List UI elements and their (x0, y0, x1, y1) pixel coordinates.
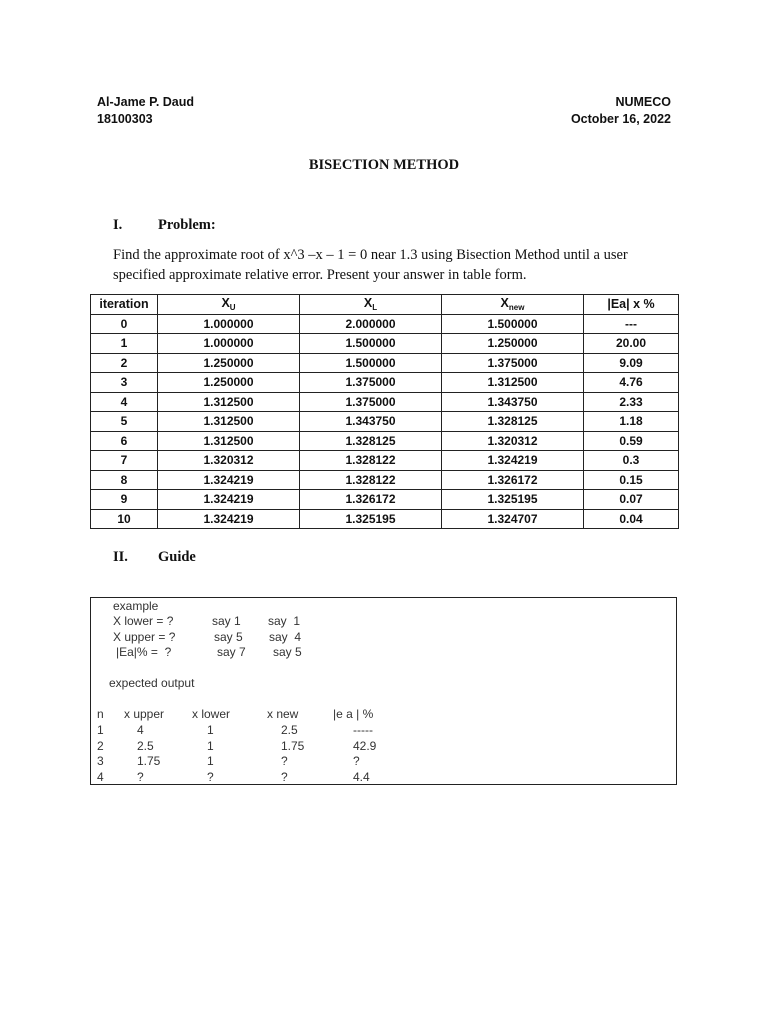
table-row (91, 392, 679, 412)
output-x-lower: ? (207, 769, 214, 784)
course-code: NUMECO (615, 95, 671, 109)
cell-error: 0.07 (584, 490, 679, 510)
header-x-lower-symbol: X (363, 296, 373, 311)
input-example-b: say 5 (273, 645, 302, 659)
cell-x-lower: 1.328125 (300, 431, 442, 451)
header-x-upper-subscript: U (229, 303, 236, 313)
cell-x-upper: 1.250000 (158, 373, 300, 393)
output-header-n: n (97, 707, 104, 721)
table-row (91, 373, 679, 393)
cell-error: --- (584, 314, 679, 334)
header-x-lower (300, 295, 442, 315)
table-row (91, 490, 679, 510)
output-header-x-lower: x lower (192, 707, 231, 721)
header-x-lower-subscript: L (372, 303, 378, 313)
cell-x-new: 1.343750 (442, 392, 584, 412)
output-x-upper: 4 (137, 723, 144, 737)
cell-x-upper: 1.324219 (158, 509, 300, 529)
output-x-upper: ? (137, 769, 144, 784)
cell-x-upper: 1.312500 (158, 412, 300, 432)
section-heading-problem (113, 217, 216, 234)
output-x-lower: 1 (207, 738, 214, 753)
header-x-upper (158, 295, 300, 315)
input-example-b: say 4 (269, 630, 302, 644)
input-label-x-upper: X upper = ? (113, 630, 176, 644)
table-row (91, 451, 679, 471)
table-row (91, 470, 679, 490)
input-example-a: say 7 (217, 645, 246, 659)
expected-output-label: expected output (109, 676, 195, 690)
cell-x-new: 1.325195 (442, 490, 584, 510)
output-header-error: |e a | % (333, 707, 374, 721)
header-x-new-symbol: X (500, 296, 509, 311)
cell-iteration: 2 (91, 353, 158, 373)
cell-x-lower: 1.375000 (300, 392, 442, 412)
cell-x-upper: 1.000000 (158, 334, 300, 354)
results-table (90, 294, 679, 529)
cell-x-lower: 2.000000 (300, 314, 442, 334)
cell-x-lower: 1.328122 (300, 451, 442, 471)
output-x-new: ? (281, 769, 288, 784)
cell-x-lower: 1.343750 (300, 412, 442, 432)
cell-x-new: 1.324707 (442, 509, 584, 529)
cell-error: 0.59 (584, 431, 679, 451)
cell-x-new: 1.500000 (442, 314, 584, 334)
author-name: Al-Jame P. Daud (97, 95, 195, 109)
cell-x-new: 1.326172 (442, 470, 584, 490)
cell-error: 0.04 (584, 509, 679, 529)
output-x-lower: 1 (207, 723, 214, 737)
course-block (571, 94, 671, 128)
guide-box (90, 597, 677, 785)
output-n: 4 (97, 769, 104, 784)
output-x-new: ? (281, 754, 288, 768)
output-error: ? (353, 754, 360, 768)
example-label: example (113, 599, 159, 613)
cell-iteration: 3 (91, 373, 158, 393)
input-label-error: |Ea|% = ? (116, 645, 172, 659)
table-row (91, 314, 679, 334)
cell-error: 1.18 (584, 412, 679, 432)
cell-iteration: 10 (91, 509, 158, 529)
cell-x-lower: 1.500000 (300, 353, 442, 373)
cell-iteration: 0 (91, 314, 158, 334)
output-n: 3 (97, 754, 104, 768)
cell-iteration: 8 (91, 470, 158, 490)
output-header-x-new: x new (267, 707, 299, 721)
cell-error: 2.33 (584, 392, 679, 412)
output-header-x-upper: x upper (124, 707, 165, 721)
document-title: BISECTION METHOD (308, 157, 460, 173)
table-row (91, 412, 679, 432)
section-label: Guide (158, 549, 196, 565)
document-date: October 16, 2022 (570, 112, 671, 126)
cell-x-new: 1.250000 (442, 334, 584, 354)
cell-error: 4.76 (584, 373, 679, 393)
header-x-upper-symbol: X (221, 296, 230, 311)
cell-iteration: 1 (91, 334, 158, 354)
output-n: 2 (97, 738, 104, 753)
cell-iteration: 4 (91, 392, 158, 412)
section-heading-guide (113, 549, 196, 566)
section-number: II. (113, 549, 128, 565)
student-id: 18100303 (97, 112, 153, 126)
input-label-x-lower: X lower = ? (113, 614, 174, 628)
cell-error: 20.00 (584, 334, 679, 354)
cell-x-lower: 1.375000 (300, 373, 442, 393)
cell-x-lower: 1.500000 (300, 334, 442, 354)
header-error: |Ea| x % (584, 295, 679, 315)
output-x-lower: 1 (207, 754, 214, 768)
input-example-a: say 5 (214, 630, 243, 644)
problem-statement: Find the approximate root of x^3 –x – 1 = 0 near 1.3 using Bisection Method until a user specified approximate relative error. Present your answer in table form. (113, 247, 628, 283)
table-row (91, 334, 679, 354)
output-x-new: 1.75 (281, 738, 305, 753)
header-iteration: iteration (91, 295, 158, 315)
cell-x-upper: 1.312500 (158, 431, 300, 451)
input-example-a: say 1 (212, 614, 241, 628)
table-header-row (91, 295, 679, 315)
cell-error: 0.15 (584, 470, 679, 490)
cell-error: 0.3 (584, 451, 679, 471)
cell-x-new: 1.324219 (442, 451, 584, 471)
output-error: 42.9 (353, 738, 377, 753)
cell-iteration: 5 (91, 412, 158, 432)
output-n: 1 (97, 723, 104, 737)
cell-x-upper: 1.000000 (158, 314, 300, 334)
input-example-b: say 1 (268, 614, 301, 628)
output-error: 4.4 (353, 769, 370, 784)
cell-x-upper: 1.250000 (158, 353, 300, 373)
cell-x-new: 1.320312 (442, 431, 584, 451)
table-row (91, 509, 679, 529)
cell-iteration: 6 (91, 431, 158, 451)
section-label: Problem: (158, 217, 216, 233)
output-x-upper: 2.5 (137, 738, 154, 753)
cell-iteration: 9 (91, 490, 158, 510)
cell-x-upper: 1.312500 (158, 392, 300, 412)
header-x-new-subscript: new (508, 303, 525, 313)
table-row (91, 431, 679, 451)
output-error: ----- (353, 723, 373, 737)
cell-x-new: 1.328125 (442, 412, 584, 432)
output-x-upper: 1.75 (137, 754, 161, 768)
output-x-new: 2.5 (281, 723, 298, 737)
cell-x-upper: 1.324219 (158, 470, 300, 490)
cell-x-upper: 1.320312 (158, 451, 300, 471)
cell-iteration: 7 (91, 451, 158, 471)
cell-x-lower: 1.325195 (300, 509, 442, 529)
table-row (91, 353, 679, 373)
cell-error: 9.09 (584, 353, 679, 373)
section-number: I. (113, 217, 123, 233)
header-x-new (442, 295, 584, 315)
table-body (91, 314, 679, 529)
cell-x-new: 1.375000 (442, 353, 584, 373)
cell-x-lower: 1.328122 (300, 470, 442, 490)
cell-x-new: 1.312500 (442, 373, 584, 393)
cell-x-lower: 1.326172 (300, 490, 442, 510)
cell-x-upper: 1.324219 (158, 490, 300, 510)
author-block (97, 94, 194, 128)
